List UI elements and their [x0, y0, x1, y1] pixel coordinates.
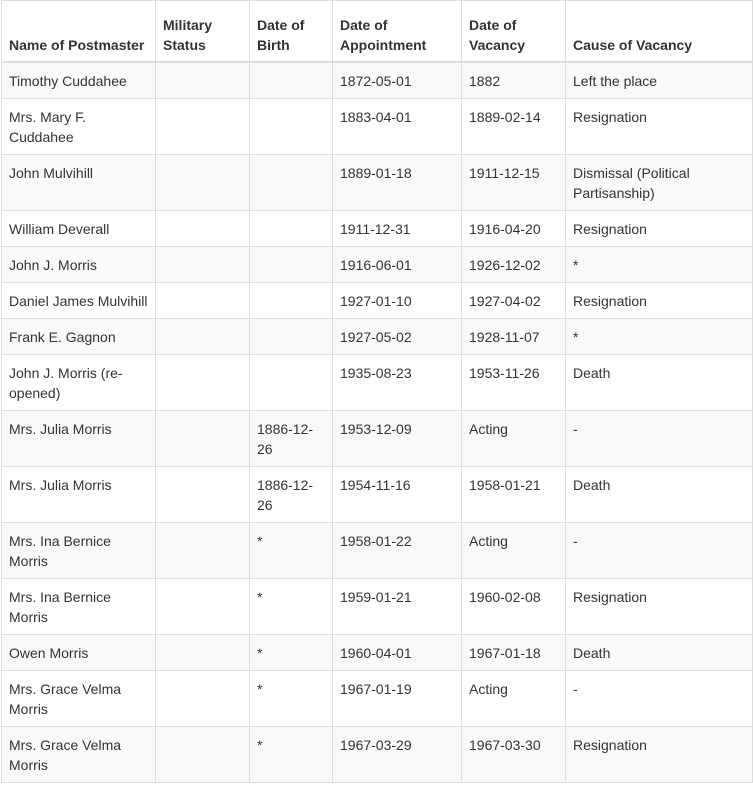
cell-date-of-vacancy: 1967-03-30	[462, 727, 566, 783]
cell-date-of-appointment: 1872-05-01	[333, 62, 462, 99]
cell-name: Daniel James Mulvihill	[2, 283, 156, 319]
cell-name: Mrs. Mary F. Cuddahee	[2, 99, 156, 155]
table-row	[2, 62, 753, 99]
cell-cause-of-vacancy: -	[566, 411, 753, 467]
cell-date-of-birth	[250, 319, 333, 355]
table-row	[2, 247, 753, 283]
table-row	[2, 467, 753, 523]
cell-date-of-vacancy: 1927-04-02	[462, 283, 566, 319]
cell-date-of-vacancy: Acting	[462, 411, 566, 467]
postmasters-table	[1, 0, 753, 783]
cell-name: Mrs. Julia Morris	[2, 467, 156, 523]
header-row	[2, 1, 753, 63]
cell-military-status	[156, 411, 250, 467]
table-row	[2, 579, 753, 635]
cell-date-of-birth: *	[250, 523, 333, 579]
cell-cause-of-vacancy: Death	[566, 635, 753, 671]
cell-date-of-appointment: 1935-08-23	[333, 355, 462, 411]
cell-cause-of-vacancy: -	[566, 523, 753, 579]
cell-date-of-vacancy: 1967-01-18	[462, 635, 566, 671]
cell-date-of-birth	[250, 99, 333, 155]
cell-date-of-vacancy: 1953-11-26	[462, 355, 566, 411]
cell-date-of-birth: 1886-12-26	[250, 411, 333, 467]
cell-cause-of-vacancy: Resignation	[566, 579, 753, 635]
table-row	[2, 635, 753, 671]
cell-cause-of-vacancy: Dismissal (Political Partisanship)	[566, 155, 753, 211]
table-header	[2, 1, 753, 63]
cell-date-of-vacancy: Acting	[462, 671, 566, 727]
cell-date-of-birth: 1886-12-26	[250, 467, 333, 523]
cell-military-status	[156, 635, 250, 671]
cell-date-of-appointment: 1967-03-29	[333, 727, 462, 783]
cell-date-of-vacancy: 1928-11-07	[462, 319, 566, 355]
cell-date-of-appointment: 1958-01-22	[333, 523, 462, 579]
cell-cause-of-vacancy: Death	[566, 467, 753, 523]
cell-date-of-appointment: 1916-06-01	[333, 247, 462, 283]
cell-date-of-vacancy: Acting	[462, 523, 566, 579]
table-body	[2, 62, 753, 783]
cell-name: Timothy Cuddahee	[2, 62, 156, 99]
cell-military-status	[156, 523, 250, 579]
cell-date-of-vacancy: 1911-12-15	[462, 155, 566, 211]
table-row	[2, 99, 753, 155]
cell-cause-of-vacancy: Death	[566, 355, 753, 411]
cell-military-status	[156, 62, 250, 99]
cell-cause-of-vacancy: Resignation	[566, 211, 753, 247]
cell-name: William Deverall	[2, 211, 156, 247]
header-date-of-birth: Date of Birth	[250, 1, 333, 63]
cell-name: John J. Morris (re-opened)	[2, 355, 156, 411]
cell-date-of-birth: *	[250, 671, 333, 727]
cell-date-of-appointment: 1967-01-19	[333, 671, 462, 727]
cell-date-of-vacancy: 1882	[462, 62, 566, 99]
cell-date-of-vacancy: 1926-12-02	[462, 247, 566, 283]
cell-date-of-birth: *	[250, 579, 333, 635]
table-row	[2, 283, 753, 319]
cell-date-of-birth: *	[250, 727, 333, 783]
cell-name: Mrs. Ina Bernice Morris	[2, 579, 156, 635]
cell-name: John Mulvihill	[2, 155, 156, 211]
cell-military-status	[156, 211, 250, 247]
cell-date-of-appointment: 1953-12-09	[333, 411, 462, 467]
table-row	[2, 523, 753, 579]
cell-name: Owen Morris	[2, 635, 156, 671]
cell-military-status	[156, 99, 250, 155]
cell-date-of-birth: *	[250, 635, 333, 671]
cell-date-of-birth	[250, 155, 333, 211]
cell-name: Mrs. Grace Velma Morris	[2, 727, 156, 783]
cell-date-of-appointment: 1883-04-01	[333, 99, 462, 155]
cell-name: Mrs. Grace Velma Morris	[2, 671, 156, 727]
table-row	[2, 671, 753, 727]
cell-military-status	[156, 283, 250, 319]
cell-cause-of-vacancy: *	[566, 319, 753, 355]
cell-date-of-birth	[250, 247, 333, 283]
cell-military-status	[156, 355, 250, 411]
cell-date-of-vacancy: 1958-01-21	[462, 467, 566, 523]
cell-military-status	[156, 671, 250, 727]
cell-military-status	[156, 579, 250, 635]
cell-date-of-appointment: 1927-05-02	[333, 319, 462, 355]
cell-military-status	[156, 727, 250, 783]
cell-military-status	[156, 247, 250, 283]
cell-cause-of-vacancy: Resignation	[566, 99, 753, 155]
cell-cause-of-vacancy: Resignation	[566, 283, 753, 319]
cell-date-of-birth	[250, 211, 333, 247]
table-row	[2, 155, 753, 211]
cell-date-of-birth	[250, 62, 333, 99]
header-military-status: Military Status	[156, 1, 250, 63]
cell-date-of-vacancy: 1889-02-14	[462, 99, 566, 155]
table-row	[2, 727, 753, 783]
cell-cause-of-vacancy: -	[566, 671, 753, 727]
cell-cause-of-vacancy: Resignation	[566, 727, 753, 783]
table-row	[2, 319, 753, 355]
cell-name: Mrs. Ina Bernice Morris	[2, 523, 156, 579]
cell-date-of-appointment: 1889-01-18	[333, 155, 462, 211]
header-cause-of-vacancy: Cause of Vacancy	[566, 1, 753, 63]
cell-date-of-appointment: 1911-12-31	[333, 211, 462, 247]
cell-date-of-vacancy: 1916-04-20	[462, 211, 566, 247]
cell-date-of-appointment: 1959-01-21	[333, 579, 462, 635]
table-row	[2, 355, 753, 411]
cell-name: John J. Morris	[2, 247, 156, 283]
header-date-of-vacancy: Date of Vacancy	[462, 1, 566, 63]
table-row	[2, 211, 753, 247]
header-date-of-appointment: Date of Appointment	[333, 1, 462, 63]
cell-date-of-birth	[250, 355, 333, 411]
cell-date-of-appointment: 1960-04-01	[333, 635, 462, 671]
cell-military-status	[156, 155, 250, 211]
cell-name: Mrs. Julia Morris	[2, 411, 156, 467]
cell-date-of-vacancy: 1960-02-08	[462, 579, 566, 635]
cell-military-status	[156, 319, 250, 355]
cell-name: Frank E. Gagnon	[2, 319, 156, 355]
cell-cause-of-vacancy: *	[566, 247, 753, 283]
header-name: Name of Postmaster	[2, 1, 156, 63]
cell-date-of-birth	[250, 283, 333, 319]
table-row	[2, 411, 753, 467]
cell-date-of-appointment: 1954-11-16	[333, 467, 462, 523]
cell-cause-of-vacancy: Left the place	[566, 62, 753, 99]
cell-date-of-appointment: 1927-01-10	[333, 283, 462, 319]
cell-military-status	[156, 467, 250, 523]
